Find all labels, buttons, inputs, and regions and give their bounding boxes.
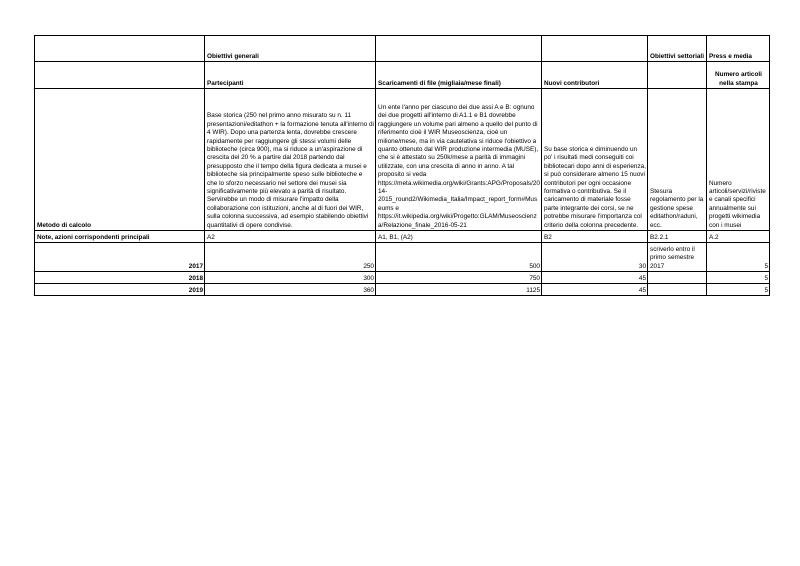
metodo-partecipanti-cell: Base storica (250 nel primo anno misurato su n. 11 presentazioni/editathon + la formazione tenuta all'interno di 4 WIR). Dopo una partenza lenta, dovrebbe crescere rapidamente per raggiungere gli stessi volumi delle biblioteche (circa 900), ma si riduce a un'aspirazione di crescita del 20 % a partire dal 2018 partendo dal presupposto che il tempo della figura dedicata a musei e biblioteche sia principalmente speso sulle biblioteche e che lo sforzo necessario nel settore dei musei sia significativamente più elevato a parità di risultato. Servirebbe un modo di misurare l'impatto della collaborazione con istituzioni, anche al di fuori dei WIR, sulla colonna successiva, ad esempio stabilendo obiettivi quantitativi di opere condivise.	[205, 89, 376, 231]
header-obiettivi-generali: Obiettivi generali	[205, 36, 376, 62]
year-row	[35, 272, 770, 284]
partecipanti-value: 250	[205, 243, 376, 272]
note-partecipanti-cell: A2	[205, 231, 376, 243]
header-numero-articoli: Numero articoli nella stampa	[707, 62, 770, 89]
press-media-value: 5	[707, 272, 770, 284]
note-press-media-cell: A.2	[707, 231, 770, 243]
year-label: 2017	[35, 243, 205, 272]
scaricamenti-value: 1125	[376, 284, 542, 296]
note-nuovi-contributori-cell: B2	[542, 231, 648, 243]
year-label: 2018	[35, 272, 205, 284]
press-media-value: 5	[707, 243, 770, 272]
header-empty-cell	[542, 36, 648, 62]
metodo-press-media-cell: Numero articoli/servizi/riviste e canali specifici annualmente sui progetti wikimedia con i musei	[707, 89, 770, 231]
header-empty-cell	[376, 36, 542, 62]
header-empty-cell	[648, 62, 707, 89]
header-corner-cell	[35, 36, 205, 62]
nuovi-contributori-value: 45	[542, 272, 648, 284]
header-press-e-media: Press e media	[707, 36, 770, 62]
objectives-table	[34, 35, 770, 296]
header-row-2	[35, 62, 770, 89]
obiettivi-settoriali-value: scriverlo entro il primo semestre 2017	[648, 243, 707, 272]
note-scaricamenti-cell: A1, B1, (A2)	[376, 231, 542, 243]
header-corner-cell	[35, 62, 205, 89]
year-row	[35, 284, 770, 296]
scaricamenti-value: 500	[376, 243, 542, 272]
year-label: 2019	[35, 284, 205, 296]
metodo-scaricamenti-cell: Un ente l'anno per ciascuno dei due assi A e B: ognuno dei due progetti all'interno di A1.1 e B1 dovrebbe raggiungere un volume pari almeno a quello del punto di riferimento cioè il WIR Museoscienza, cioè un milione/mese, ma in via cautelativa si riduce l'obiettivo a quanto ottenuto dal WIR produzione intermedia (MUSE), che si è attestato su 250k/mese a parità di immagini utilizzate, con una crescita di anno in anno. A tal proposito si veda https://meta.wikimedia.org/wiki/Grants:APG/Proposals/2014-2015_round2/Wikimedia_Italia/Impact_report_form#Museums e https://it.wikipedia.org/wiki/Progetto:GLAM/Museoscienza/Relazione_finale_2016-05-21	[376, 89, 542, 231]
row-label-note: Note, azioni corrispondenti principali	[35, 231, 205, 243]
nuovi-contributori-value: 30	[542, 243, 648, 272]
header-partecipanti: Partecipanti	[205, 62, 376, 89]
note-obiettivi-settoriali-cell: B2.2.1	[648, 231, 707, 243]
partecipanti-value: 360	[205, 284, 376, 296]
nuovi-contributori-value: 45	[542, 284, 648, 296]
header-row-1	[35, 36, 770, 62]
press-media-value: 5	[707, 284, 770, 296]
obiettivi-settoriali-value	[648, 284, 707, 296]
header-scaricamenti: Scaricamenti di file (migliaia/mese finali)	[376, 62, 542, 89]
note-row	[35, 231, 770, 243]
partecipanti-value: 300	[205, 272, 376, 284]
scaricamenti-value: 750	[376, 272, 542, 284]
year-row	[35, 243, 770, 272]
obiettivi-settoriali-value	[648, 272, 707, 284]
header-nuovi-contributori: Nuovi contributori	[542, 62, 648, 89]
header-obiettivi-settoriali: Obiettivi settoriali	[648, 36, 707, 62]
metodo-nuovi-contributori-cell: Su base storica e diminuendo un po' i risultati medi conseguiti coi bibliotecari dopo anni di esperienza, si può considerare almeno 15 nuovi contributori per ogni occasione formativa o contributiva. Se il caricamento di materiale fosse parte integrante dei corsi, se ne potrebbe misurare l'importanza col criterio della colonna precedente.	[542, 89, 648, 231]
metodo-row	[35, 89, 770, 231]
metodo-obiettivi-settoriali-cell: Stesura regolamento per la gestione spese editathon/raduni, ecc.	[648, 89, 707, 231]
row-label-metodo: Metodo di calcolo	[35, 89, 205, 231]
